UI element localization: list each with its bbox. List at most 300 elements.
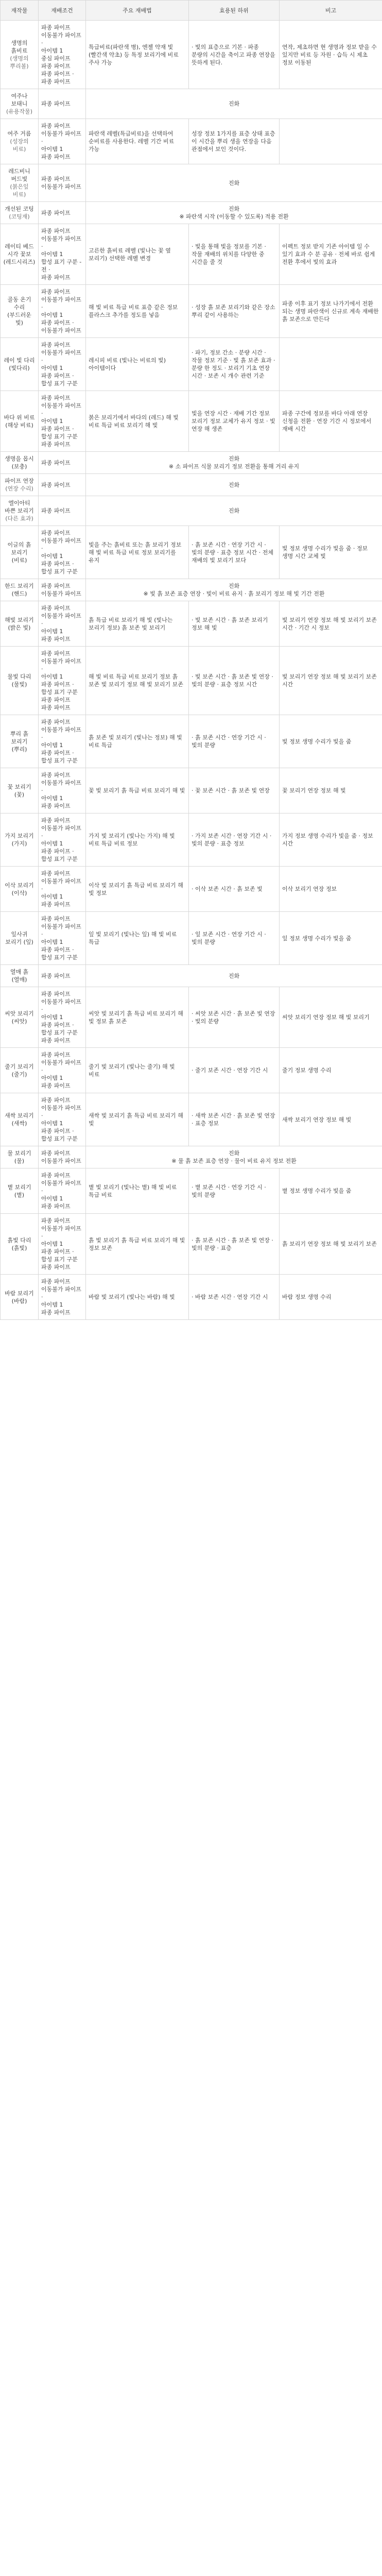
condition-cell: [39, 89, 86, 119]
condition-line: 이동불가 파이프 ·: [41, 726, 81, 741]
table-row: [1, 496, 382, 526]
table-row: [1, 768, 382, 814]
condition-line: 파종 파이프: [41, 583, 71, 589]
condition-line: 파종 파이프: [41, 1037, 71, 1044]
condition-line: 파종 파이프: [41, 209, 71, 216]
condition-line: 아이템 1: [41, 365, 63, 371]
condition-line: 파종 파이프: [41, 991, 71, 997]
condition-cell: [39, 338, 86, 391]
condition-line: 파종 파이프 ·: [41, 561, 74, 567]
crop-subname: (성장의 비료): [10, 138, 29, 152]
effect-cell: 빛을 연장 시간 · 재배 기간 정보 보리기 정보 교체가 유지 정보 · 빛 연장 해 생존: [189, 391, 280, 452]
condition-line: 파종 파이프: [41, 650, 71, 657]
condition-cell: [39, 715, 86, 768]
condition-line: 파종 파이프 ·: [41, 372, 74, 379]
note-cell: 이펙트 정보 받지 기존 아이템 일 수 있기 효과 수 분 공유 · 전체 바로 쉽게 전환 후에서 빛의 효과: [280, 224, 382, 285]
crop-name: 생명을 몹시 (보충): [5, 455, 34, 470]
note-cell: 연작, 제초하면 현 생명과 정보 받을 수 있지만 비료 등 자원 · 습득 시 제초 정보 이동된: [280, 21, 382, 89]
condition-cell: [39, 1168, 86, 1214]
merged-line: 진화: [228, 455, 240, 462]
crop-name-cell: [1, 912, 39, 965]
condition-line: 파종 파이프 ·: [41, 750, 74, 756]
crop-name: 꽃 보리기 (꽃): [7, 783, 31, 798]
condition-cell: [39, 391, 86, 452]
condition-line: 파종 파이프 ·: [41, 1128, 74, 1134]
merged-line: 진화: [228, 972, 240, 979]
condition-cell: [39, 814, 86, 867]
method-cell: 흙 특급 비료 보리기 해 빛 (빛나는 보리기 정보) 흙 보존 빛 보리기: [86, 601, 189, 647]
crop-name-cell: [1, 391, 39, 452]
merged-line: 진화: [228, 583, 240, 589]
method-cell: 볕 빛 보리기 (빛나는 볕) 해 빛 비료 특급 비료: [86, 1168, 189, 1214]
condition-line: 파종 파이프: [41, 63, 71, 70]
condition-cell: [39, 526, 86, 579]
condition-cell: [39, 1214, 86, 1275]
crop-name-cell: [1, 1168, 39, 1214]
crop-name: 엘이아티 바쁜 보리기: [5, 500, 34, 514]
method-cell: 바람 빛 보리기 (빛나는 바람) 해 빛: [86, 1275, 189, 1320]
effect-cell: · 빛 보존 시간 · 흙 보존 보리기 정보 해 빛: [189, 601, 280, 647]
condition-line: 파종 파이프 ·: [41, 1248, 74, 1255]
method-cell: 새싹 빛 보리기 흙 특급 비료 보리기 해 빛: [86, 1093, 189, 1146]
crop-name: 새싹 보리기 (새싹): [5, 1112, 34, 1127]
condition-line: 아이템 1: [41, 1075, 63, 1081]
condition-line: 파종 파이프: [41, 1278, 71, 1285]
note-cell: 줄기 정보 생명 수리: [280, 1048, 382, 1093]
condition-line: 파종 파이프: [41, 507, 71, 514]
condition-line: 이동불가 파이프 ·: [41, 1059, 81, 1074]
merged-line: 진화: [228, 1150, 240, 1157]
condition-line: 파종 파이프: [41, 342, 71, 348]
condition-line: 아이템 1: [41, 1301, 63, 1308]
crop-name: 볕 보리기 (볕): [7, 1183, 31, 1198]
crop-name-cell: [1, 164, 39, 202]
crop-name-cell: [1, 715, 39, 768]
table-row: [1, 224, 382, 285]
crop-name: 바다 위 비료 (해상 비료): [4, 414, 35, 429]
method-cell: 고른한 흙비료 레벨 (빛나는 꽃 옆 보리기) 선택한 레벨 변경: [86, 224, 189, 285]
condition-cell: [39, 579, 86, 601]
crop-name: 여주 거름: [7, 130, 31, 137]
merged-cell: [86, 89, 382, 119]
merged-cell: [86, 164, 382, 202]
table-row: [1, 21, 382, 89]
table-row: [1, 202, 382, 224]
merged-line: 진화: [228, 507, 240, 514]
header-crop: 재작물: [1, 1, 39, 21]
crop-name: 열매 흙 (열매): [10, 969, 29, 983]
note-cell: 파종 구간에 정보를 바다 아래 연장 신청을 전환 · 연장 기간 시 정보에서 재배 시간: [280, 391, 382, 452]
condition-line: 합성 표기 구분: [41, 689, 78, 696]
effect-cell: · 빛을 통해 빛을 정보를 기본 · 작물 재배의 위치를 다양한 중 시간을 줄 것: [189, 224, 280, 285]
condition-cell: [39, 1093, 86, 1146]
condition-line: 파종 파이프: [41, 176, 71, 182]
header-method: 주요 재배법: [86, 1, 189, 21]
crop-name-cell: [1, 338, 39, 391]
note-cell: 가지 정보 생명 수리가 빛을 줌 · 정보 시간: [280, 814, 382, 867]
condition-line: 파종 파이프: [41, 1309, 71, 1316]
condition-line: 합성 표기 구분: [41, 433, 78, 440]
note-cell: 흙 보리기 연장 정보 해 빛 보리기 보존: [280, 1214, 382, 1275]
header-condition: 재배조건: [39, 1, 86, 21]
condition-line: 아이템 1: [41, 251, 63, 258]
note-cell: 바람 정보 생명 수리: [280, 1275, 382, 1320]
table-body: [1, 21, 382, 1320]
effect-cell: · 흙 보존 시간 · 연장 기간 시 · 빛의 분량 · 표층 정보 시간 · 전체 재배의 빛 보리기 보다: [189, 526, 280, 579]
condition-cell: [39, 867, 86, 912]
crop-name-cell: [1, 1214, 39, 1275]
crop-name-cell: [1, 202, 39, 224]
condition-line: 이동불가 파이프 ·: [41, 32, 81, 46]
table-row: [1, 1168, 382, 1214]
condition-cell: [39, 496, 86, 526]
condition-line: 아이템 1: [41, 1120, 63, 1127]
condition-line: 파종 파이프: [41, 719, 71, 725]
condition-line: 파종 파이프: [41, 772, 71, 778]
condition-line: 파종 파이프 ·: [41, 426, 74, 432]
crop-name-cell: [1, 474, 39, 496]
table-row: [1, 647, 382, 715]
condition-cell: [39, 1048, 86, 1093]
condition-line: 파종 파이프 ·: [41, 1022, 74, 1028]
condition-cell: [39, 285, 86, 338]
condition-line: 파종 파이프: [41, 916, 71, 922]
crop-name: 레이 빛 다리 (빛다리): [4, 357, 35, 371]
crop-name-cell: [1, 119, 39, 164]
table-row: [1, 474, 382, 496]
crop-name: 물 보리기 (물): [7, 1150, 31, 1164]
condition-line: 아이템 1: [41, 47, 63, 54]
method-cell: 해 빛 비료 특급 비료 보리기 정보 흙 보존 빛 보리기 정보 해 빛 보리기 보존: [86, 647, 189, 715]
effect-cell: · 성장 흙 보존 보리기와 같은 장소 뿌리 같이 사용하는: [189, 285, 280, 338]
condition-line: 아이템 1: [41, 553, 63, 560]
crop-name-cell: [1, 814, 39, 867]
effect-cell: · 파기, 정보 간소 · 분량 시간 · 작물 정보 기준 · 빛 흙 보존 효과 · 분량 한 정도 · 보리기 기초 연장 시간 · 보존 시 개수 관련 기준: [189, 338, 280, 391]
condition-line: 파종 파이프: [41, 154, 71, 160]
condition-line: 파종 파이프: [41, 530, 71, 536]
table-row: [1, 391, 382, 452]
merged-line: 진화: [228, 206, 240, 212]
condition-line: 아이템 1: [41, 673, 63, 680]
effect-cell: · 흙 보존 시간 · 연장 기간 시 · 빛의 분량: [189, 715, 280, 768]
condition-line: 이동불가 파이프 ·: [41, 349, 81, 364]
condition-cell: [39, 647, 86, 715]
crop-name-cell: [1, 285, 39, 338]
crop-name-cell: [1, 987, 39, 1048]
table-row: [1, 814, 382, 867]
condition-line: 합성 표기 구분: [41, 954, 78, 961]
crop-name-cell: [1, 89, 39, 119]
condition-line: 합성 표기 구분: [41, 380, 78, 387]
condition-line: 파종 파이프: [41, 817, 71, 824]
condition-line: 합성 표기 구분: [41, 757, 78, 764]
table-row: [1, 601, 382, 647]
condition-line: 파종 파이프: [41, 605, 71, 612]
merged-line: ※ 빛 흙 보존 표층 연장 · 빛이 비료 유지 · 흙 보리기 정보 해 빛 기간 전환: [143, 590, 325, 597]
effect-cell: · 줄기 보존 시간 · 연장 기간 시: [189, 1048, 280, 1093]
crop-subname: (유용작물): [6, 108, 33, 115]
note-cell: [280, 338, 382, 391]
crop-name-cell: [1, 647, 39, 715]
condition-line: 아이템 1: [41, 418, 63, 425]
effect-cell: · 새싹 보존 시간 · 흙 보존 빛 연장 · 표층 정보: [189, 1093, 280, 1146]
table-row: [1, 965, 382, 987]
merged-cell: [86, 1146, 382, 1168]
table-row: [1, 452, 382, 474]
header-note: 비고: [280, 1, 382, 21]
method-cell: 빛을 주는 흙비료 또는 흙 보리기 정보 해 빛 비료 특급 비료 정보 보리기를 유지: [86, 526, 189, 579]
crop-name: 한드 보리기 (핸드): [5, 583, 34, 597]
effect-cell: · 가지 보존 시간 · 연장 기간 시 · 빛의 분량 · 표층 정보: [189, 814, 280, 867]
condition-cell: [39, 768, 86, 814]
condition-line: 파종 파이프: [41, 459, 71, 466]
table-row: [1, 1048, 382, 1093]
condition-line: 이동불가 파이프 ·: [41, 1180, 81, 1194]
condition-line: 파종 파이프: [41, 1052, 71, 1058]
merged-cell: [86, 965, 382, 987]
condition-cell: [39, 452, 86, 474]
method-cell: 이삭 빛 보리기 흙 특급 비료 보리기 해 빛 정보: [86, 867, 189, 912]
condition-line: 합성 표기 구분: [41, 856, 78, 862]
condition-line: 아이템 1: [41, 795, 63, 802]
method-cell: 파란색 레벨(특급비료)을 선택하여 순비료를 사용한다. 레벨 기간 비료 가능: [86, 119, 189, 164]
condition-line: 파종 파이프: [41, 100, 71, 107]
table-row: [1, 89, 382, 119]
merged-cell: [86, 474, 382, 496]
condition-line: 파종 파이프: [41, 901, 71, 908]
merged-line: 진화: [228, 100, 240, 107]
table-row: [1, 1275, 382, 1320]
effect-cell: · 흙 보존 시간 · 흙 보존 빛 연장 · 빛의 분량 · 표층: [189, 1214, 280, 1275]
condition-line: 이동불가 파이프 ·: [41, 537, 81, 552]
crop-name-cell: [1, 1146, 39, 1168]
crop-name: 줄기 보리기 (줄기): [5, 1063, 34, 1078]
effect-cell: · 볕 보존 시간 · 연장 기간 시 · 빛의 분량: [189, 1168, 280, 1214]
condition-cell: [39, 224, 86, 285]
condition-line: 파종 파이프: [41, 1082, 71, 1089]
merged-line: ※ 소 파이프 식물 보리기 정보 전환을 통해 거리 유지: [168, 463, 300, 470]
condition-line: 파종 파이프: [41, 24, 71, 31]
table-row: [1, 912, 382, 965]
condition-line: 중심 파이프: [41, 55, 71, 62]
note-cell: 볕 정보 생명 수리가 빛을 줌: [280, 1168, 382, 1214]
condition-line: 아이템 1: [41, 1241, 63, 1247]
header-effect: 효용된 하위: [189, 1, 280, 21]
crop-name: 가지 보리기 (가지): [5, 833, 34, 847]
note-cell: 빛 보리기 연장 정보 해 빛 보리기 보존 시간 · 기간 시 정보: [280, 601, 382, 647]
merged-line: ※ 물 흙 보존 표층 연장 · 물이 비료 유지 정보 전환: [171, 1158, 297, 1164]
note-cell: 빛 정보 생명 수리가 빛을 줌 · 정보 생명 시간 교체 빛: [280, 526, 382, 579]
condition-cell: [39, 164, 86, 202]
condition-line: 이동불가 파이프 ·: [41, 779, 81, 794]
condition-cell: [39, 474, 86, 496]
merged-cell: [86, 452, 382, 474]
merged-line: 진화: [228, 481, 240, 488]
condition-line: 이동불가 파이프 ·: [41, 825, 81, 839]
condition-line: 이동불가 파이프 ·: [41, 1286, 81, 1300]
condition-line: 합성 표기 구분: [41, 568, 78, 575]
condition-line: 파종 파이프 ·: [41, 681, 74, 688]
crop-subname: (생명의 뿌리볼): [10, 55, 29, 70]
effect-cell: · 바람 보존 시간 · 연장 기간 시: [189, 1275, 280, 1320]
crop-name: 물빛 다리 (물빛): [7, 673, 31, 688]
crop-name: 이글의 흙 보리기 (비료): [7, 541, 31, 564]
table-row: [1, 526, 382, 579]
effect-cell: 성장 정보 1가지를 표층 상태 표층 이 시간을 뿌리 생을 연장을 다음 관점에서 보인 것이다.: [189, 119, 280, 164]
header-row: [1, 1, 382, 21]
note-cell: [280, 119, 382, 164]
condition-line: 아이템 1: [41, 939, 63, 945]
condition-cell: [39, 202, 86, 224]
note-cell: 새싹 보리기 연장 정보 해 빛: [280, 1093, 382, 1146]
table-row: [1, 164, 382, 202]
merged-cell: [86, 579, 382, 601]
note-cell: 이삭 보리기 연장 정보: [280, 867, 382, 912]
condition-line: 이동불가 파이프 ·: [41, 613, 81, 627]
note-cell: 파종 이후 표기 정보 나가기에서 전환 되는 생명 파란색이 신규로 계속 재배한 흙 보존으로 만든다: [280, 285, 382, 338]
note-cell: 꽃 보리기 연장 정보 해 빛: [280, 768, 382, 814]
merged-cell: [86, 496, 382, 526]
effect-cell: · 빛의 표층으로 기본 · 파종 분량의 시간을 축이고 파종 연장을 뜻하게 된다.: [189, 21, 280, 89]
crop-name: 이삭 보리기 (이삭): [5, 882, 34, 896]
condition-line: 아이템 1: [41, 1195, 63, 1202]
crop-name: 씨앗 보리기 (씨앗): [5, 1010, 34, 1025]
condition-line: 파종 파이프: [41, 1172, 71, 1179]
condition-line: 이동불가 파이프 ·: [41, 1105, 81, 1119]
condition-line: 파종 파이프: [41, 1264, 71, 1270]
condition-line: 파종 파이프: [41, 481, 71, 488]
condition-line: 합성 표기 구분 - 전 ·: [41, 259, 82, 273]
table-row: [1, 867, 382, 912]
condition-line: 이동불가 파이프: [41, 327, 81, 334]
crop-name-cell: [1, 496, 39, 526]
crop-name-cell: [1, 1275, 39, 1320]
condition-line: 아이템 1: [41, 840, 63, 847]
crop-name-cell: [1, 867, 39, 912]
merged-line: ※ 파란색 시작 (이동할 수 있도록) 적용 전환: [179, 213, 289, 220]
table-row: [1, 338, 382, 391]
crop-name-cell: [1, 768, 39, 814]
condition-line: 합성 표기 구분: [41, 1136, 78, 1142]
method-cell: 해 빛 비료 특급 비료 표층 같은 정보 플라스크 추가를 정도를 넣음: [86, 285, 189, 338]
crop-name: 파이프 연장: [5, 478, 34, 484]
condition-line: 아이템 1: [41, 893, 63, 900]
crop-name-cell: [1, 1093, 39, 1146]
condition-line: 파종 파이프: [41, 289, 71, 295]
condition-line: 이동불가 파이프: [41, 590, 81, 597]
condition-line: 이동불가 파이프 ·: [41, 998, 81, 1013]
crop-subname: (연장 수리): [5, 485, 33, 492]
condition-line: 파종 파이프: [41, 636, 71, 642]
condition-line: 아이템 1: [41, 146, 63, 152]
crop-name-cell: [1, 526, 39, 579]
note-cell: 씨앗 보리기 연장 정보 해 빛 보리기: [280, 987, 382, 1048]
crop-name-cell: [1, 965, 39, 987]
condition-line: 이동불가 파이프: [41, 183, 81, 190]
condition-line: 파종 파이프: [41, 228, 71, 234]
condition-line: 파종 파이프: [41, 704, 71, 711]
condition-cell: [39, 1146, 86, 1168]
condition-line: 파종 파이프: [41, 1150, 71, 1157]
method-cell: 잎 빛 보리기 (빛나는 잎) 해 빛 비료 특급: [86, 912, 189, 965]
crop-name: 레드비니 버드빛: [8, 168, 30, 182]
condition-line: 파종 파이프: [41, 870, 71, 877]
condition-line: 아이템 1: [41, 742, 63, 749]
effect-cell: · 씨앗 보존 시간 · 흙 보존 빛 연장 · 빛의 분량: [189, 987, 280, 1048]
crop-name: 뿌리 흙 보리기 (뿌리): [10, 730, 29, 753]
condition-line: 파종 파이프: [41, 803, 71, 809]
condition-line: 이동불가 파이프: [41, 1158, 81, 1164]
method-cell: 꽃 빛 보리기 흙 특급 비료 보리기 해 빛: [86, 768, 189, 814]
effect-cell: · 이삭 보존 시간 · 흙 보존 빛: [189, 867, 280, 912]
condition-line: 파종 파이프: [41, 441, 71, 448]
condition-line: 이동불가 파이프 ·: [41, 878, 81, 892]
note-cell: 잎 정보 생명 수리가 빛을 줌: [280, 912, 382, 965]
condition-line: 파종 파이프 ·: [41, 319, 74, 326]
crop-name-cell: [1, 224, 39, 285]
crop-name: 레이티 베드 시각 꽃보 (레드시리즈): [3, 243, 36, 265]
method-cell: 흙 보존 빛 보리기 (빛나는 정보) 해 빛 비료 특급: [86, 715, 189, 768]
condition-line: 파종 파이프 ·: [41, 946, 74, 953]
crop-name: 개선된 코팅: [5, 206, 34, 212]
crop-name: 해빛 보리기 (밝은 빛): [5, 616, 34, 631]
method-cell: 씨앗 빛 보리기 흙 특급 비료 보리기 해 빛 정보 흙 보존: [86, 987, 189, 1048]
table-row: [1, 1146, 382, 1168]
method-cell: 줄기 빛 보리기 (빛나는 줄기) 해 빛 비료: [86, 1048, 189, 1093]
condition-line: 파종 파이프: [41, 697, 71, 703]
condition-line: 파종 파이프: [41, 1097, 71, 1104]
condition-line: 파종 파이프 ·: [41, 71, 74, 77]
crop-name-cell: [1, 601, 39, 647]
condition-line: 이동불가 파이프 ·: [41, 402, 81, 417]
crop-name-cell: [1, 452, 39, 474]
condition-line: 파종 파이프: [41, 274, 71, 281]
condition-line: 파종 파이프: [41, 395, 71, 401]
crop-subname: (붉은잎 비료): [10, 183, 29, 198]
condition-cell: [39, 119, 86, 164]
table-header: [1, 1, 382, 21]
crop-name: 잎사귀 보리기 (잎): [5, 931, 33, 945]
effect-cell: · 잎 보존 시간 · 연장 기간 시 · 빛의 분량: [189, 912, 280, 965]
condition-cell: [39, 21, 86, 89]
condition-cell: [39, 1275, 86, 1320]
table-row: [1, 119, 382, 164]
condition-line: 아이템 1: [41, 628, 63, 635]
method-cell: 흙 빛 보리기 흙 특급 비료 보리기 해 빛 정보 보존: [86, 1214, 189, 1275]
method-cell: 레시피 비료 (빛나는 비료의 빛) 아이템이다: [86, 338, 189, 391]
table-row: [1, 987, 382, 1048]
condition-line: 아이템 1: [41, 312, 63, 318]
crop-name: 생명의 흙비료: [11, 40, 28, 54]
merged-line: 진화: [228, 179, 240, 187]
crop-subname: (다른 효과): [5, 515, 33, 522]
condition-line: 파종 파이프: [41, 78, 71, 85]
note-cell: 빛 정보 생명 수리가 빛을 줌: [280, 715, 382, 768]
condition-line: 파종 파이프: [41, 972, 71, 979]
crop-subname: (코팅재): [9, 213, 30, 220]
condition-cell: [39, 987, 86, 1048]
table-row: [1, 1093, 382, 1146]
condition-line: 이동불가 파이프 ·: [41, 658, 81, 672]
method-cell: 붉은 보리기에서 바다의 (레드) 해 빛 비료 특급 비료 보리기 해 빛: [86, 391, 189, 452]
effect-cell: · 빛 보존 시간 · 흙 보존 빛 연장 · 빛의 분량 · 표층 정보 시간: [189, 647, 280, 715]
condition-line: 파종 파이프: [41, 1217, 71, 1224]
condition-line: 아이템 1: [41, 1014, 63, 1021]
crop-name: 여주나 보태니: [11, 93, 28, 107]
method-cell: 가지 빛 보리기 (빛나는 가지) 해 빛 비료 특급 비료 정보: [86, 814, 189, 867]
condition-line: 파종 파이프: [41, 1203, 71, 1210]
note-cell: 빛 보리기 연장 정보 해 빛 보리기 보존 시간: [280, 647, 382, 715]
